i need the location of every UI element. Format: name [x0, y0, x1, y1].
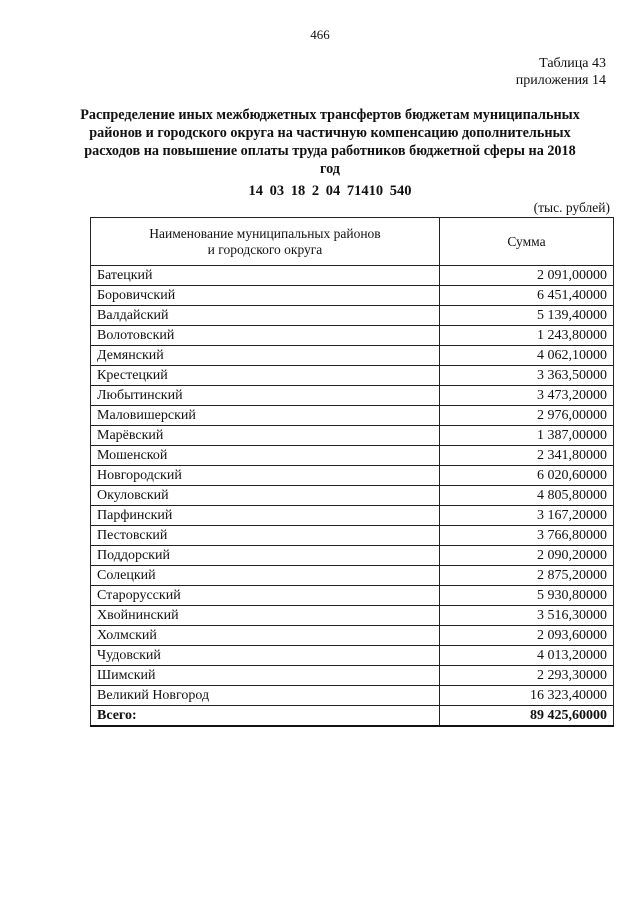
- transfer-amount: 16 323,40000: [440, 686, 614, 706]
- municipality-name: Солецкий: [91, 566, 440, 586]
- table-row: [91, 626, 614, 646]
- table-row: [91, 466, 614, 486]
- municipality-name: Валдайский: [91, 306, 440, 326]
- table-header-row: [91, 218, 614, 266]
- table-row: [91, 346, 614, 366]
- municipality-name: Холмский: [91, 626, 440, 646]
- budget-classification-code: 14 03 18 2 04 71410 540: [248, 183, 412, 199]
- table-row: [91, 606, 614, 626]
- municipality-name: Старорусский: [91, 586, 440, 606]
- document-title: Распределение иных межбюджетных трансфертов бюджетам муниципальных районов и городского округа на частичную компенсацию дополнительных расходов на повышение оплаты труда работников бюджетной сферы на 2018 год: [80, 107, 580, 177]
- table-row: [91, 306, 614, 326]
- header-municipality-line1: Наименование муниципальных районов: [149, 225, 381, 241]
- municipality-name: Новгородский: [91, 466, 440, 486]
- transfer-amount: 1 387,00000: [440, 426, 614, 446]
- transfer-amount: 2 341,80000: [440, 446, 614, 466]
- total-amount: 89 425,60000: [440, 706, 614, 727]
- table-row: [91, 586, 614, 606]
- municipality-name: Хвойнинский: [91, 606, 440, 626]
- municipality-name: Парфинский: [91, 506, 440, 526]
- table-row: [91, 646, 614, 666]
- municipality-name: Поддорский: [91, 546, 440, 566]
- transfer-amount: 2 091,00000: [440, 266, 614, 286]
- table-row: [91, 326, 614, 346]
- transfer-amount: 6 020,60000: [440, 466, 614, 486]
- appendix-reference: приложения 14: [515, 73, 606, 88]
- table-row: [91, 546, 614, 566]
- table-row: [91, 366, 614, 386]
- municipality-name: Любытинский: [91, 386, 440, 406]
- table-row: [91, 266, 614, 286]
- table-row: [91, 686, 614, 706]
- page-number: 466: [310, 27, 330, 42]
- table-row: [91, 426, 614, 446]
- transfer-amount: 2 090,20000: [440, 546, 614, 566]
- table-row: [91, 566, 614, 586]
- transfer-amount: 4 062,10000: [440, 346, 614, 366]
- municipality-name: Боровичский: [91, 286, 440, 306]
- municipality-name: Маловишерский: [91, 406, 440, 426]
- transfer-amount: 3 473,20000: [440, 386, 614, 406]
- transfer-amount: 2 093,60000: [440, 626, 614, 646]
- municipality-name: Волотовский: [91, 326, 440, 346]
- table-reference: [516, 55, 606, 89]
- table-row: [91, 486, 614, 506]
- transfer-amount: 3 516,30000: [440, 606, 614, 626]
- municipality-name: Батецкий: [91, 266, 440, 286]
- municipality-name: Чудовский: [91, 646, 440, 666]
- header-municipality-line2: и городского округа: [207, 241, 323, 257]
- table-row: [91, 286, 614, 306]
- transfer-amount: 5 930,80000: [440, 586, 614, 606]
- municipality-name: Великий Новгород: [91, 686, 440, 706]
- transfer-amount: 5 139,40000: [440, 306, 614, 326]
- municipality-name: Шимский: [91, 666, 440, 686]
- transfer-amount: 3 363,50000: [440, 366, 614, 386]
- transfer-amount: 4 013,20000: [440, 646, 614, 666]
- municipality-name: Демянский: [91, 346, 440, 366]
- table-body: [91, 266, 614, 706]
- municipality-name: Мошенской: [91, 446, 440, 466]
- transfer-amount: 1 243,80000: [440, 326, 614, 346]
- municipality-name: Пестовский: [91, 526, 440, 546]
- transfer-amount: 6 451,40000: [440, 286, 614, 306]
- table-row: [91, 506, 614, 526]
- table-row: [91, 526, 614, 546]
- municipality-name: Крестецкий: [91, 366, 440, 386]
- municipality-name: Окуловский: [91, 486, 440, 506]
- transfer-amount: 2 976,00000: [440, 406, 614, 426]
- transfer-amount: 2 293,30000: [440, 666, 614, 686]
- transfer-amount: 3 167,20000: [440, 506, 614, 526]
- total-row: [91, 706, 614, 727]
- transfers-table: [90, 217, 614, 727]
- table-row: [91, 446, 614, 466]
- transfer-amount: 4 805,80000: [440, 486, 614, 506]
- municipality-name: Марёвский: [91, 426, 440, 446]
- total-label: Всего:: [91, 706, 440, 727]
- header-sum: Сумма: [440, 218, 614, 266]
- transfer-amount: 3 766,80000: [440, 526, 614, 546]
- transfer-amount: 2 875,20000: [440, 566, 614, 586]
- table-number: Таблица 43: [539, 56, 606, 71]
- header-municipality: [91, 218, 440, 266]
- table-row: [91, 386, 614, 406]
- table-row: [91, 406, 614, 426]
- table-row: [91, 666, 614, 686]
- units-label: (тыс. рублей): [533, 200, 610, 215]
